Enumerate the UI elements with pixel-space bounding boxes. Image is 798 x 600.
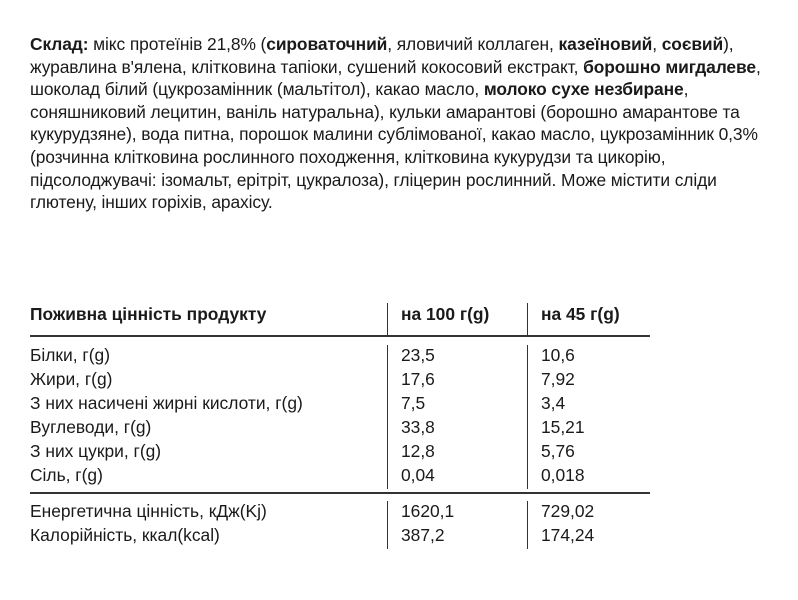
composition-allergen: молоко сухе незбиране	[483, 79, 684, 100]
nutrient-name: Сіль, г(g)	[30, 465, 103, 485]
nutrition-main-rows	[30, 345, 650, 489]
value-per45: 5,76	[541, 441, 575, 461]
nutrition-row	[30, 465, 650, 489]
value-per100: 387,2	[401, 525, 445, 545]
nutrient-name: Вуглеводи, г(g)	[30, 417, 152, 437]
value-per45: 7,92	[541, 369, 575, 389]
column-divider-2-body	[527, 345, 528, 489]
composition-segment: , шоколад білий (цукрозамінник (мальтітол), какао масло,	[30, 56, 761, 100]
header-divider	[30, 335, 650, 337]
composition-segment: ), журавлина в'ялена, клітковина тапіоки, сушений кокосовий екстракт,	[30, 34, 734, 77]
nutrition-row	[30, 501, 650, 525]
nutrition-row	[30, 441, 650, 465]
composition-parts	[30, 34, 761, 212]
column-divider-1-energy	[387, 501, 388, 549]
value-per45: 3,4	[541, 393, 566, 413]
value-per45: 15,21	[541, 417, 585, 437]
nutrient-name: Енергетична цінність, кДж(Kj)	[30, 501, 267, 521]
value-per100: 7,5	[401, 393, 426, 413]
composition-allergen: соєвий	[661, 34, 724, 54]
nutrition-row	[30, 417, 650, 441]
nutrient-name: З них цукри, г(g)	[30, 441, 162, 461]
nutrient-name: Калорійність, ккал(kcal)	[30, 525, 220, 545]
nutrition-header-per45: на 45 г(g)	[541, 304, 620, 324]
value-per100: 0,04	[401, 465, 435, 485]
value-per100: 12,8	[401, 441, 435, 461]
composition-segment: , яловичий коллаген,	[387, 34, 559, 54]
value-per100: 33,8	[401, 417, 435, 437]
nutrition-row	[30, 393, 650, 417]
nutrition-header-per100: на 100 г(g)	[401, 304, 490, 324]
composition-segment: мікс протеїнів 21,8% (	[88, 34, 267, 54]
composition-allergen: сироваточний	[266, 34, 388, 54]
value-per45: 729,02	[541, 501, 595, 521]
composition-segment: , соняшниковий лецитин, ваніль натуральна), кульки амарантові (борошно амарантове та кукурудзяне), вода питна, порошок малини сублімованої, какао масло, цукрозамінник 0,3% (розчинна клітковина рослинного походження, клітковина кукурудзи та цикорію, підсолоджувачі: ізомальт, ерітріт, цукралоза), гліцерин рослинний. Може містити сліди глютену, інших горіхів, арахісу.	[30, 79, 758, 213]
column-divider-1-body	[387, 345, 388, 489]
value-per45: 10,6	[541, 345, 575, 365]
column-divider-2	[527, 303, 528, 335]
value-per45: 0,018	[541, 465, 585, 485]
energy-divider	[30, 492, 650, 494]
composition-allergen: казеїновий	[558, 34, 653, 54]
nutrition-row	[30, 525, 650, 549]
column-divider-1	[387, 303, 388, 335]
value-per100: 17,6	[401, 369, 435, 389]
composition-label: Склад:	[30, 34, 89, 54]
nutrition-row	[30, 345, 650, 369]
composition-text	[30, 33, 770, 214]
nutrition-energy-rows	[30, 501, 650, 549]
nutrition-row	[30, 369, 650, 393]
nutrient-name: Білки, г(g)	[30, 345, 111, 365]
composition-segment: ,	[652, 34, 662, 54]
column-divider-2-energy	[527, 501, 528, 549]
nutrition-header-name: Поживна цінність продукту	[30, 304, 267, 324]
nutrition-table	[30, 303, 650, 545]
value-per45: 174,24	[541, 525, 595, 545]
value-per100: 1620,1	[401, 501, 455, 521]
nutrient-name: Жири, г(g)	[30, 369, 113, 389]
nutrition-header-row	[30, 303, 650, 335]
nutrient-name: З них насичені жирні кислоти, г(g)	[30, 393, 303, 413]
composition-allergen: борошно мигдалеве	[583, 56, 756, 77]
value-per100: 23,5	[401, 345, 435, 365]
